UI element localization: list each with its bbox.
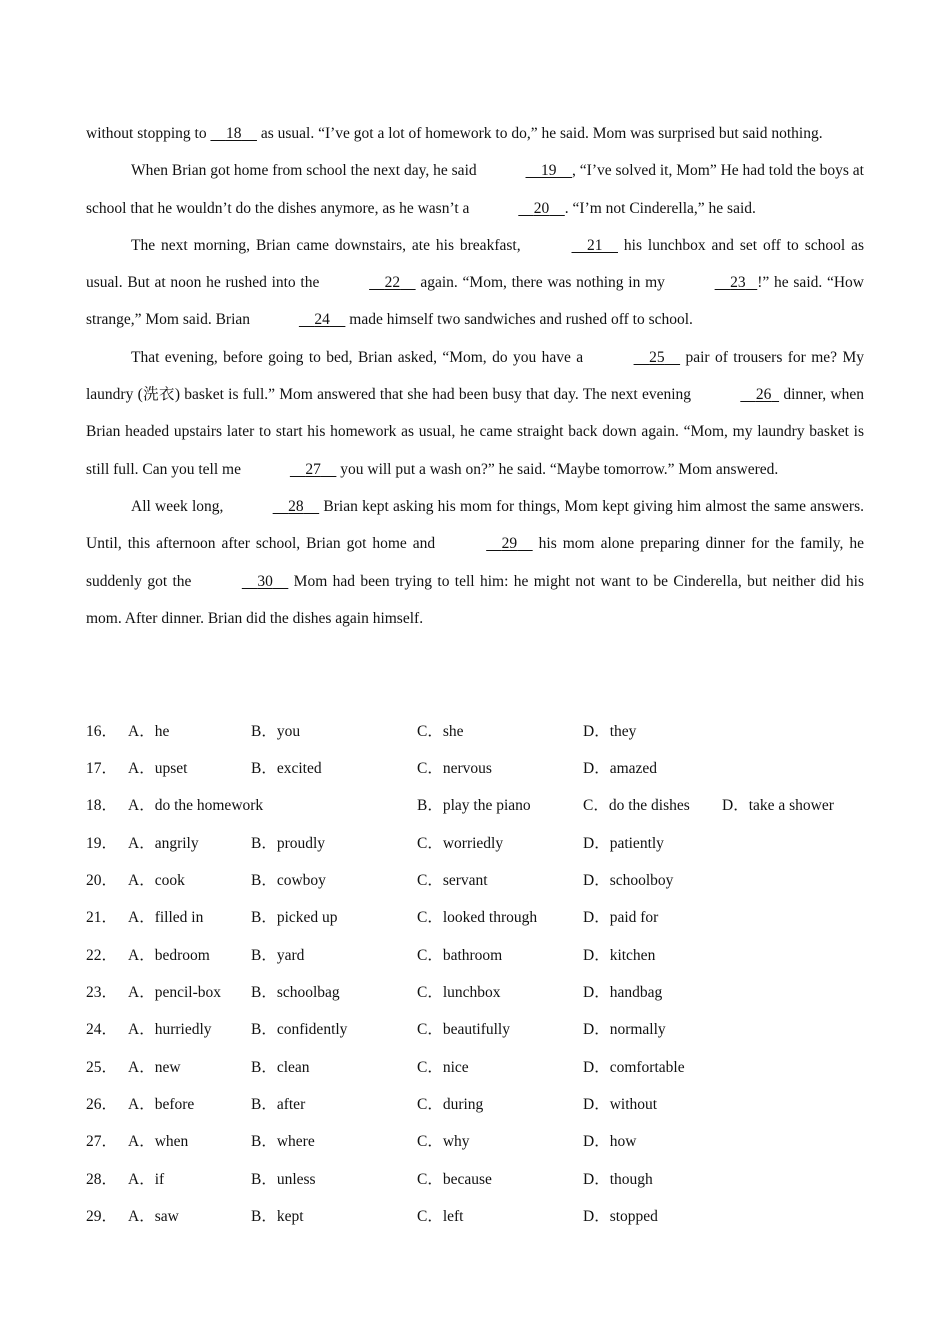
- cloze-passage: [86, 115, 864, 637]
- option-a: A．if: [128, 1171, 165, 1188]
- option-b: B．confidently: [251, 1021, 348, 1038]
- question-number: 24．: [86, 1021, 118, 1038]
- passage-text: pair of trousers for me? My laundry (洗衣) basket is full.” Mom answered that she had been busy that day. The next evening: [86, 348, 864, 404]
- question-number: 19．: [86, 835, 118, 852]
- blank-number: 18: [225, 125, 242, 142]
- question-number: 17．: [86, 760, 118, 777]
- option-a: A．pencil-box: [128, 984, 221, 1001]
- passage-text: as usual. “I’ve got a lot of homework to do,” he said. Mom was surprised but said nothing.: [256, 125, 823, 142]
- option-a: A．new: [128, 1059, 181, 1076]
- passage-text: again. “Mom, there was nothing in my: [415, 274, 670, 292]
- option-b: B．proudly: [251, 835, 326, 852]
- passage-text: , “I’ve solved it, Mom” He had told the boys at school that he wouldn’t do the dishes anymore, as he wasn’t a: [86, 162, 864, 217]
- question-number: 25．: [86, 1059, 118, 1076]
- paragraph-4: [86, 339, 864, 488]
- blank-number: 20: [533, 199, 550, 217]
- passage-text: All week long,: [131, 497, 228, 515]
- passage-text: you will put a wash on?” he said. “Maybe tomorrow.” Mom answered.: [336, 460, 779, 478]
- option-d: D．paid for: [583, 909, 659, 926]
- passage-text: dinner, when Brian headed upstairs later to start his homework as usual, he came straight back down again. “Mom, my laundry basket is still full. Can you tell me: [86, 386, 864, 478]
- blank-number: 26: [755, 386, 772, 404]
- option-d: D．how: [583, 1133, 637, 1150]
- option-c: C．because: [417, 1171, 492, 1188]
- blank-number: 22: [384, 274, 401, 292]
- option-d: D．though: [583, 1171, 653, 1188]
- option-d: D．schoolboy: [583, 872, 674, 889]
- option-c: C．do the dishes: [583, 797, 690, 814]
- option-a: A．saw: [128, 1208, 179, 1225]
- option-d: D．normally: [583, 1021, 666, 1038]
- option-d: D．stopped: [583, 1208, 658, 1225]
- paragraph-1: [86, 115, 864, 152]
- option-b: B．after: [251, 1096, 306, 1113]
- blank-20: [473, 190, 565, 227]
- question-number: 18．: [86, 797, 118, 814]
- question-number: 28．: [86, 1171, 118, 1188]
- option-a: A．when: [128, 1133, 189, 1150]
- option-c: C．nervous: [417, 760, 492, 777]
- question-number: 29．: [86, 1208, 118, 1225]
- question-number: 27．: [86, 1133, 118, 1150]
- blank-number: 29: [501, 535, 518, 553]
- option-a: A．hurriedly: [128, 1021, 212, 1038]
- paragraph-5: [86, 488, 864, 637]
- passage-text: That evening, before going to bed, Brian asked, “Mom, do you have a: [131, 348, 589, 366]
- blank-number: 28: [288, 497, 304, 515]
- passage-text: without stopping to: [86, 125, 211, 142]
- question-number: 23．: [86, 984, 118, 1001]
- option-a: A．he: [128, 723, 170, 740]
- option-c: C．looked through: [417, 909, 538, 926]
- blank-24: [254, 301, 346, 338]
- blank-28: [228, 488, 320, 525]
- option-c: C．bathroom: [417, 947, 503, 964]
- option-c: C．nice: [417, 1059, 469, 1076]
- option-d: D．patiently: [583, 835, 664, 852]
- question-number: 16．: [86, 723, 118, 740]
- blank-number: 30: [257, 572, 273, 590]
- blank-number: 19: [541, 162, 557, 180]
- option-a: A．bedroom: [128, 947, 210, 964]
- blank-23: [670, 264, 758, 301]
- blank-22: [324, 264, 416, 301]
- option-d: D．they: [583, 723, 637, 740]
- blank-29: [441, 525, 533, 562]
- option-d: D．without: [583, 1096, 658, 1113]
- passage-text: !” he said. “How strange,” Mom said. Brian: [86, 274, 865, 329]
- option-a: A．cook: [128, 872, 185, 889]
- blank-number: 21: [587, 236, 603, 254]
- option-c: C．lunchbox: [417, 984, 501, 1001]
- option-c: C．she: [417, 723, 464, 740]
- option-d: D．comfortable: [583, 1059, 685, 1076]
- option-b: B．you: [251, 723, 301, 740]
- blank-26: [695, 376, 779, 413]
- paragraph-3: [86, 227, 864, 339]
- question-number: 22．: [86, 947, 118, 964]
- passage-text: The next morning, Brian came downstairs, ate his breakfast,: [131, 236, 527, 254]
- option-b: B．kept: [251, 1208, 304, 1225]
- blank-21: [527, 227, 619, 264]
- blank-number: 25: [649, 348, 665, 366]
- blank-19: [481, 152, 573, 189]
- question-number: 21．: [86, 909, 118, 926]
- option-d: D．take a shower: [722, 797, 834, 814]
- question-number: 20．: [86, 872, 118, 889]
- option-a: A．do the homework: [128, 797, 264, 814]
- passage-text: his lunchbox and set off to school as usual. But at noon he rushed into the: [86, 236, 864, 292]
- blank-30: [197, 563, 289, 600]
- option-c: C．servant: [417, 872, 488, 889]
- blank-number: 23: [730, 274, 746, 292]
- option-c: C．beautifully: [417, 1021, 510, 1038]
- option-a: A．filled in: [128, 909, 204, 926]
- option-d: D．handbag: [583, 984, 663, 1001]
- passage-text: Brian kept asking his mom for things, Mom kept giving him almost the same answers. Until, this afternoon after school, Brian got home and: [86, 497, 864, 553]
- option-c: C．why: [417, 1133, 470, 1150]
- option-d: D．amazed: [583, 760, 658, 777]
- option-a: A．angrily: [128, 835, 199, 852]
- blank-27: [245, 451, 337, 488]
- option-a: A．upset: [128, 760, 188, 777]
- question-number: 26．: [86, 1096, 118, 1113]
- option-b: B．unless: [251, 1171, 316, 1188]
- passage-text: . “I’m not Cinderella,” he said.: [564, 199, 756, 217]
- blank-18: [210, 115, 257, 152]
- option-a: A．before: [128, 1096, 195, 1113]
- blank-25: [589, 339, 681, 376]
- paragraph-2: [86, 152, 864, 227]
- passage-text: Mom had been trying to tell him: he might not want to be Cinderella, but neither did his mom. After dinner. Brian did the dishes again himself.: [86, 572, 864, 627]
- option-b: B．picked up: [251, 909, 338, 926]
- option-c: C．worriedly: [417, 835, 504, 852]
- option-c: C．during: [417, 1096, 484, 1113]
- passage-text: made himself two sandwiches and rushed off to school.: [345, 311, 693, 329]
- option-b: B．schoolbag: [251, 984, 340, 1001]
- option-b: B．yard: [251, 947, 305, 964]
- option-b: B．play the piano: [417, 797, 531, 814]
- option-d: D．kitchen: [583, 947, 656, 964]
- option-b: B．where: [251, 1133, 315, 1150]
- blank-number: 24: [314, 311, 330, 329]
- blank-number: 27: [305, 460, 321, 478]
- option-b: B．clean: [251, 1059, 310, 1076]
- passage-text: his mom alone preparing dinner for the family, he suddenly got the: [86, 535, 864, 590]
- option-b: B．excited: [251, 760, 322, 777]
- option-b: B．cowboy: [251, 872, 326, 889]
- option-c: C．left: [417, 1208, 464, 1225]
- passage-text: When Brian got home from school the next day, he said: [131, 162, 481, 180]
